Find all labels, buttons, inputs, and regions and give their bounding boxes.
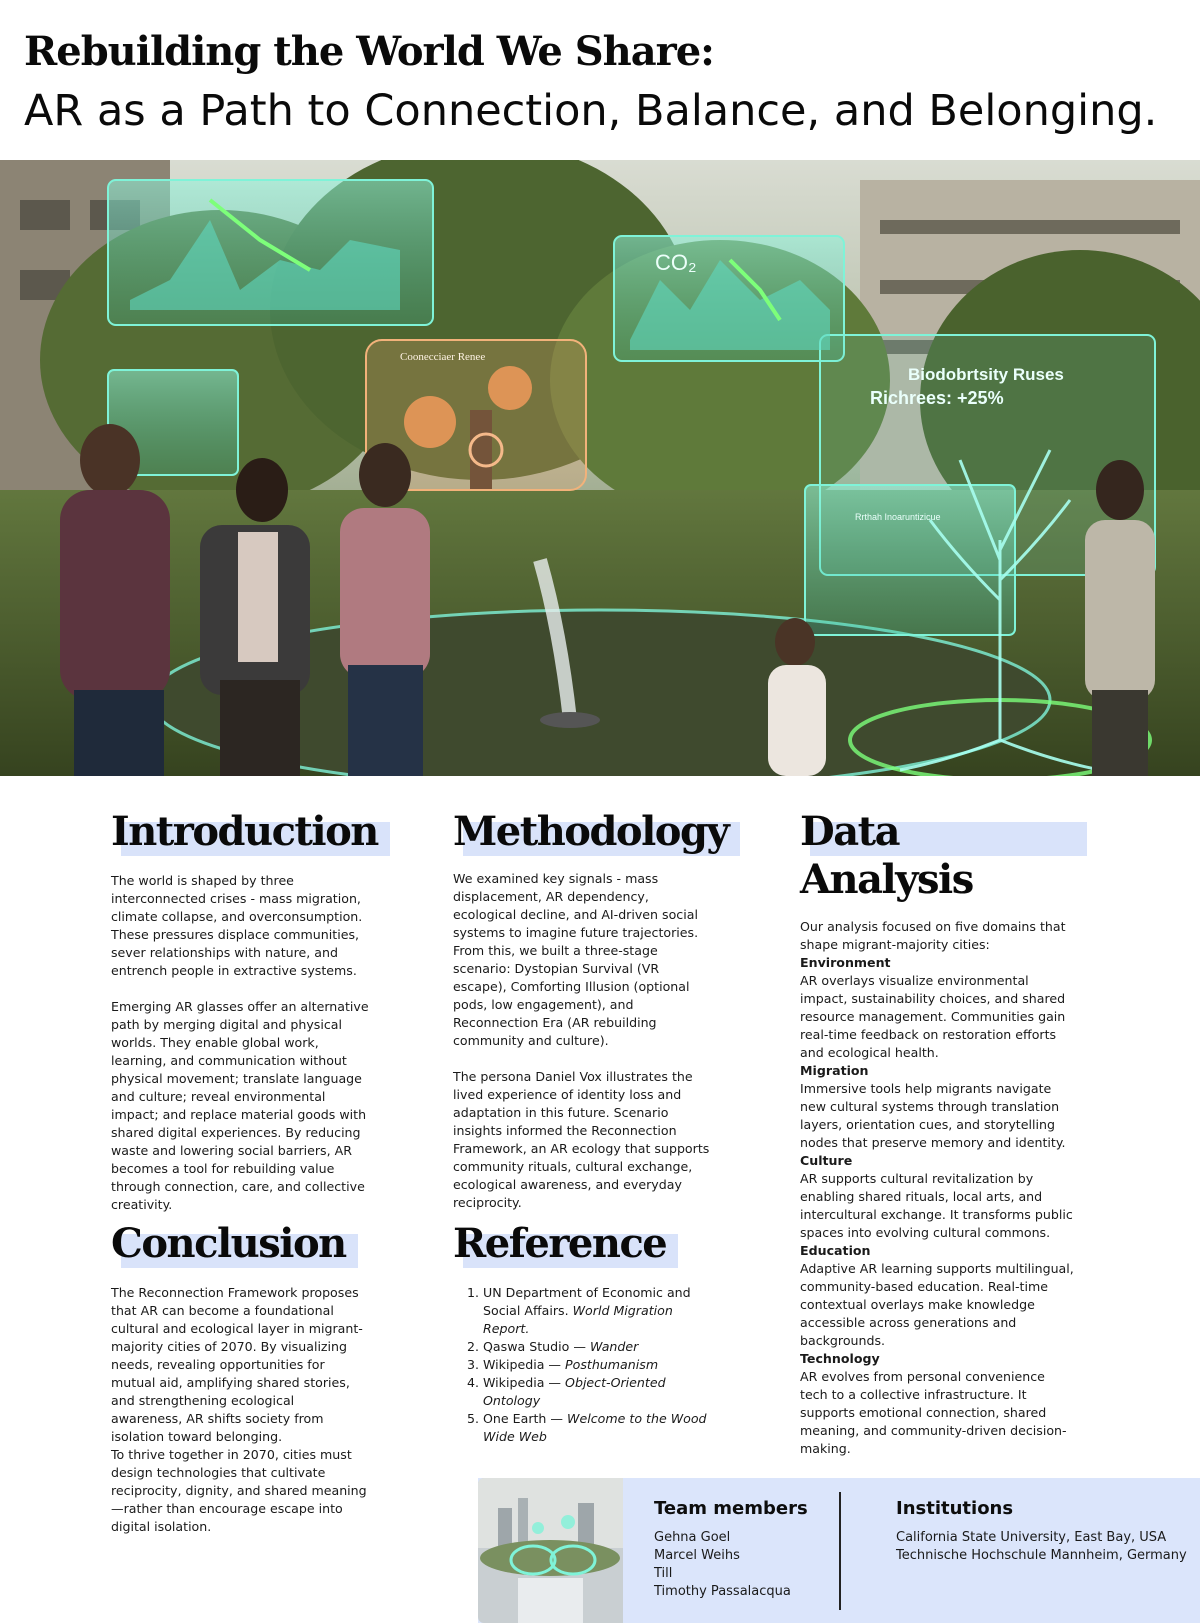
domain-text-culture: AR supports cultural revitalization by enabling shared rituals, local arts, and intercultural exchange. It transforms public spaces into evolving cultural commons. — [800, 1171, 1073, 1240]
ar-scene-illustration — [0, 160, 1200, 776]
domain-text-migration: Immersive tools help migrants navigate new cultural systems through translation layers, orientation cues, and storytelling nodes that preserve memory and identity. — [800, 1081, 1066, 1150]
reference-item: 1. UN Department of Economic and Social Affairs. World Migration Report. — [483, 1284, 723, 1338]
introduction-paragraph-1: The world is shaped by three interconnected crises - mass migration, climate collapse, and overconsumption. These pressures displace communities, sever relationships with nature, and entrench people in extractive systems. — [111, 873, 363, 978]
poster-title: Rebuilding the World We Share: — [24, 28, 714, 75]
conclusion-section — [111, 1220, 369, 1536]
footer-panel — [478, 1478, 1200, 1623]
reference-item: 3. Wikipedia — Posthumanism — [483, 1356, 723, 1374]
domain-text-technology: AR evolves from personal convenience tech to a collective infrastructure. It supports emotional connection, shared meaning, and community-driven decision-making. — [800, 1369, 1067, 1456]
introduction-section — [111, 808, 378, 1214]
methodology-paragraph-3: The persona Daniel Vox illustrates the lived experience of identity loss and adaptation in this future. Scenario insights informed the Reconnection Framework, an AR ecology that supports community rituals, cultural exchange, ecological awareness, and everyday reciprocity. — [453, 1069, 710, 1210]
institutions-heading: Institutions — [896, 1498, 1014, 1519]
hero-image — [0, 160, 1200, 776]
introduction-heading: Introduction — [111, 808, 378, 856]
hero-co2-label: CO₂ — [655, 250, 697, 275]
team-member: Till — [654, 1566, 673, 1581]
ar-glasses-image — [478, 1478, 623, 1623]
conclusion-heading: Conclusion — [111, 1220, 346, 1268]
institutions-block — [896, 1498, 1187, 1565]
domain-title-migration: Migration — [800, 1063, 869, 1078]
reference-section — [453, 1220, 723, 1446]
reference-heading: Reference — [453, 1220, 666, 1268]
reference-item: 5. One Earth — Welcome to the Wood Wide Web — [483, 1410, 723, 1446]
reference-list — [453, 1284, 723, 1446]
data-analysis-heading: Data Analysis — [800, 808, 1075, 904]
domain-title-education: Education — [800, 1243, 871, 1258]
footer-divider — [839, 1492, 841, 1610]
institution: California State University, East Bay, USA — [896, 1530, 1167, 1545]
data-analysis-intro: Our analysis focused on five domains that shape migrant-majority cities: — [800, 919, 1066, 952]
hero-bio-label-1: Biodobrtsity Ruses — [908, 365, 1064, 384]
team-member: Gehna Goel — [654, 1530, 731, 1545]
hero-card-label: Coonecciaer Renee — [400, 351, 486, 363]
team-members-block — [654, 1498, 808, 1601]
team-members-heading: Team members — [654, 1498, 808, 1519]
team-member: Marcel Weihs — [654, 1548, 740, 1563]
domain-title-technology: Technology — [800, 1351, 880, 1366]
domain-text-environment: AR overlays visualize environmental impact, sustainability choices, and shared resource management. Communities gain real-time feedback on restoration efforts and ecological health. — [800, 973, 1066, 1060]
reference-item: 2. Qaswa Studio — Wander — [483, 1338, 723, 1356]
methodology-heading: Methodology — [453, 808, 728, 856]
methodology-paragraph-1: We examined key signals - mass displacement, AR dependency, ecological decline, and AI-driven social systems to imagine future trajectories. — [453, 871, 699, 940]
team-member: Timothy Passalacqua — [654, 1584, 791, 1599]
introduction-paragraph-2: Emerging AR glasses offer an alternative path by merging digital and physical worlds. They enable global work, learning, and communication without physical movement; translate language and culture; reveal environmental impact; and replace material goods with shared digital experiences. By reducing waste and lowering social barriers, AR becomes a tool for rebuilding value through connection, care, and collective creativity. — [111, 999, 369, 1212]
hero-small-label: Rrthah Inoaruntizicue — [855, 512, 941, 522]
domain-title-culture: Culture — [800, 1153, 853, 1168]
methodology-paragraph-2: From this, we built a three-stage scenario: Dystopian Survival (VR escape), Comforting Illusion (optional pods, low engagement), and Reconnection Era (AR rebuilding community and culture). — [453, 943, 690, 1048]
methodology-section — [453, 808, 729, 1212]
conclusion-paragraph-2: To thrive together in 2070, cities must design technologies that cultivate reciprocity, dignity, and shared meaning—rather than encourage escape into digital isolation. — [111, 1447, 367, 1534]
domain-title-environment: Environment — [800, 955, 891, 970]
poster-subtitle: AR as a Path to Connection, Balance, and Belonging. — [24, 86, 1158, 136]
reference-item: 4. Wikipedia — Object-Oriented Ontology — [483, 1374, 723, 1410]
data-analysis-section — [800, 808, 1075, 1458]
ar-glasses-icon — [478, 1478, 623, 1623]
conclusion-paragraph-1: The Reconnection Framework proposes that AR can become a foundational cultural and ecological layer in migrant-majority cities of 2070. By visualizing needs, revealing opportunities for mutual aid, amplifying shared stories, and strengthening ecological awareness, AR shifts society from isolation toward belonging. — [111, 1285, 363, 1444]
hero-bio-label-2: Richrees: +25% — [870, 388, 1004, 408]
domain-text-education: Adaptive AR learning supports multilingual, community-based education. Real-time contextual overlays make knowledge accessible across generations and backgrounds. — [800, 1261, 1074, 1348]
institution: Technische Hochschule Mannheim, Germany — [896, 1548, 1187, 1563]
